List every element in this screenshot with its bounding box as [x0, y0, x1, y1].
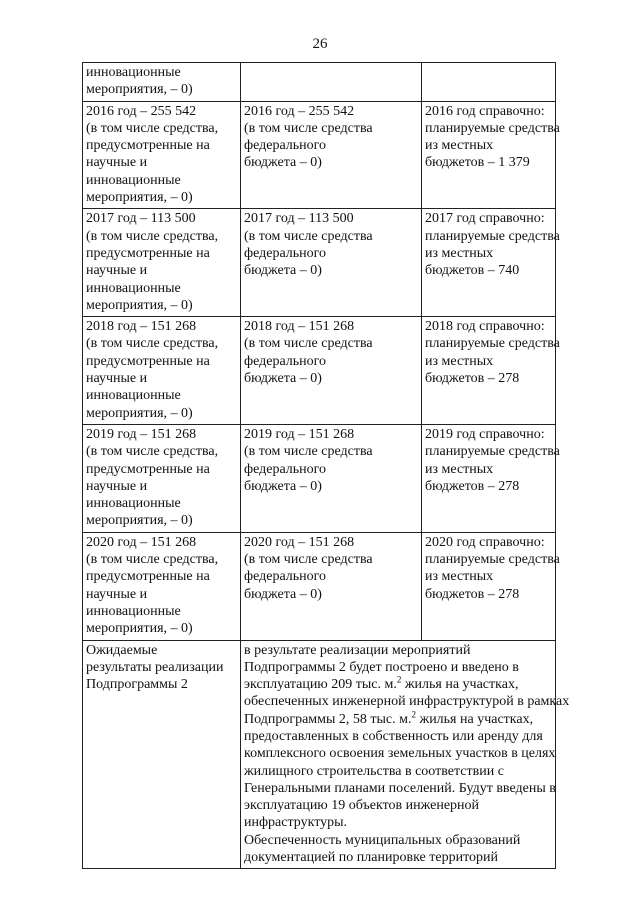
results-text: инфраструктуры. — [244, 815, 348, 831]
results-text: Обеспеченность муниципальных образований — [244, 832, 521, 848]
year-cell-col1 — [83, 424, 241, 532]
cell-line: предусмотренные на — [86, 569, 210, 585]
year-cell-col3 — [422, 101, 560, 209]
superscript: 2 — [396, 674, 402, 685]
cell-line: мероприятия, – 0) — [86, 621, 193, 637]
cell-line: научные и — [86, 478, 148, 494]
cell-line: 2017 год справочно: — [425, 211, 545, 227]
superscript: 2 — [411, 709, 417, 720]
year-cell-col2 — [241, 209, 422, 317]
cell-line: бюджета – 0) — [244, 586, 322, 602]
year-cell-col2 — [241, 317, 422, 425]
cell-line: 2019 год – 151 268 — [244, 426, 355, 442]
cell-line: 2020 год справочно: — [425, 534, 545, 550]
cell-line: из местных — [425, 245, 494, 261]
year-cell-col2 — [241, 424, 422, 532]
results-text: Подпрограммы 2, 58 тыс. м. — [244, 711, 412, 727]
cell-line: мероприятия, – 0) — [86, 190, 193, 206]
cell-line: научные и — [86, 155, 148, 171]
cell-line: федерального — [244, 353, 327, 369]
cell-line: федерального — [244, 569, 327, 585]
cell-line: (в том числе средства — [244, 444, 373, 460]
cell-line: планируемые средства — [425, 552, 560, 568]
cell-line: бюджета – 0) — [244, 478, 322, 494]
expected-results-text — [241, 640, 570, 869]
expected-results-label — [83, 640, 241, 869]
cell-line: 2016 год справочно: — [425, 103, 545, 119]
financing-table — [82, 62, 570, 869]
cell-line: из местных — [425, 138, 494, 154]
cell-line: (в том числе средства, — [86, 228, 219, 244]
year-cell-col3 — [422, 317, 560, 425]
cell-line: предусмотренные на — [86, 461, 210, 477]
page-number: 26 — [312, 36, 328, 52]
results-line — [244, 728, 552, 745]
results-text: предоставленных в собственность или аренду для — [244, 728, 543, 744]
cell-line: планируемые средства — [425, 444, 560, 460]
continued-cell-col1 — [83, 63, 241, 102]
results-text: эксплуатацию 209 тыс. м. — [244, 677, 397, 693]
cell-line: федерального — [244, 461, 327, 477]
cell-line: инновационные — [86, 496, 181, 512]
cell-line: Ожидаемые — [86, 642, 158, 658]
cell-line: 2018 год справочно: — [425, 319, 545, 335]
cell-line: бюджета – 0) — [244, 263, 322, 279]
results-text: комплексного освоения земельных участков в целях — [244, 746, 556, 762]
year-row — [83, 209, 556, 317]
cell-line: мероприятия, – 0) — [86, 82, 193, 98]
cell-line: (в том числе средства — [244, 552, 373, 568]
cell-line: (в том числе средства — [244, 228, 373, 244]
results-text: Подпрограммы 2 будет построено и введено в — [244, 659, 519, 675]
results-text: жилищного строительства в соответствии с — [244, 763, 504, 779]
year-cell-col3 — [422, 532, 560, 640]
results-line — [244, 814, 552, 831]
year-cell-col2 — [241, 101, 422, 209]
year-cell-col3 — [422, 209, 560, 317]
cell-line: (в том числе средства — [244, 336, 373, 352]
results-text: в результате реализации мероприятий — [244, 642, 471, 658]
cell-line: инновационные — [86, 65, 181, 80]
cell-line: бюджета – 0) — [244, 155, 322, 171]
year-row — [83, 424, 556, 532]
cell-line: федерального — [244, 245, 327, 261]
cell-line: бюджетов – 278 — [425, 478, 520, 494]
cell-line: 2018 год – 151 268 — [86, 319, 197, 335]
cell-line: инновационные — [86, 280, 181, 296]
year-cell-col1 — [83, 532, 241, 640]
cell-line: (в том числе средства, — [86, 120, 219, 136]
cell-line: бюджетов – 1 379 — [425, 155, 530, 171]
results-line — [244, 711, 552, 728]
cell-line: результаты реализации — [86, 659, 224, 675]
cell-line: 2016 год – 255 542 — [86, 103, 197, 119]
results-line — [244, 780, 556, 797]
results-line — [244, 642, 552, 659]
year-row — [83, 101, 556, 209]
results-line — [244, 849, 552, 866]
cell-line: предусмотренные на — [86, 138, 210, 154]
results-line — [244, 832, 552, 849]
cell-line: 2020 год – 151 268 — [244, 534, 355, 550]
year-cell-col1 — [83, 101, 241, 209]
cell-line: 2016 год – 255 542 — [244, 103, 355, 119]
year-cell-col1 — [83, 209, 241, 317]
cell-line: из местных — [425, 569, 494, 585]
cell-line: научные и — [86, 263, 148, 279]
cell-line: мероприятия, – 0) — [86, 405, 193, 421]
year-row — [83, 532, 556, 640]
cell-line: бюджетов – 740 — [425, 263, 520, 279]
results-text: жилья на участках, — [416, 711, 534, 727]
continued-cell-col2 — [241, 63, 422, 102]
cell-line: 2019 год – 151 268 — [86, 426, 197, 442]
cell-line: из местных — [425, 353, 494, 369]
expected-results-row — [83, 640, 556, 869]
cell-line: инновационные — [86, 172, 181, 188]
cell-line: 2020 год – 151 268 — [86, 534, 197, 550]
cell-line: 2017 год – 113 500 — [86, 211, 196, 227]
cell-line: научные и — [86, 586, 148, 602]
cell-line: мероприятия, – 0) — [86, 297, 193, 313]
cell-line: инновационные — [86, 388, 181, 404]
cell-line: бюджетов – 278 — [425, 371, 520, 387]
results-line — [244, 676, 552, 693]
cell-line: планируемые средства — [425, 228, 560, 244]
cell-line: (в том числе средства, — [86, 552, 219, 568]
cell-line: из местных — [425, 461, 494, 477]
results-line — [244, 797, 552, 814]
continued-row — [83, 63, 556, 102]
results-text: обеспеченных инженерной инфраструктурой в рамках — [244, 694, 570, 710]
cell-line: планируемые средства — [425, 120, 560, 136]
year-cell-col1 — [83, 317, 241, 425]
results-text: документацией по планировке территорий — [244, 850, 498, 866]
cell-line: 2018 год – 151 268 — [244, 319, 355, 335]
continued-cell-col3 — [422, 63, 556, 102]
cell-line: предусмотренные на — [86, 245, 210, 261]
results-line — [244, 693, 570, 710]
results-text: эксплуатацию 19 объектов инженерной — [244, 798, 480, 814]
results-text: жилья на участках, — [401, 677, 519, 693]
cell-line: мероприятия, – 0) — [86, 513, 193, 529]
cell-line: бюджетов – 278 — [425, 586, 520, 602]
cell-line: бюджета – 0) — [244, 371, 322, 387]
cell-line: 2017 год – 113 500 — [244, 211, 354, 227]
cell-line: предусмотренные на — [86, 353, 210, 369]
cell-line: (в том числе средства, — [86, 444, 219, 460]
cell-line: Подпрограммы 2 — [86, 677, 188, 693]
cell-line: инновационные — [86, 603, 181, 619]
results-text: Генеральными планами поселений. Будут введены в — [244, 780, 556, 796]
results-line — [244, 745, 556, 762]
year-cell-col2 — [241, 532, 422, 640]
cell-line: научные и — [86, 371, 148, 387]
year-cell-col3 — [422, 424, 560, 532]
cell-line: планируемые средства — [425, 336, 560, 352]
cell-line: 2019 год справочно: — [425, 426, 545, 442]
year-row — [83, 317, 556, 425]
cell-line: федерального — [244, 138, 327, 154]
results-line — [244, 763, 552, 780]
cell-line: (в том числе средства — [244, 120, 373, 136]
cell-line: (в том числе средства, — [86, 336, 219, 352]
